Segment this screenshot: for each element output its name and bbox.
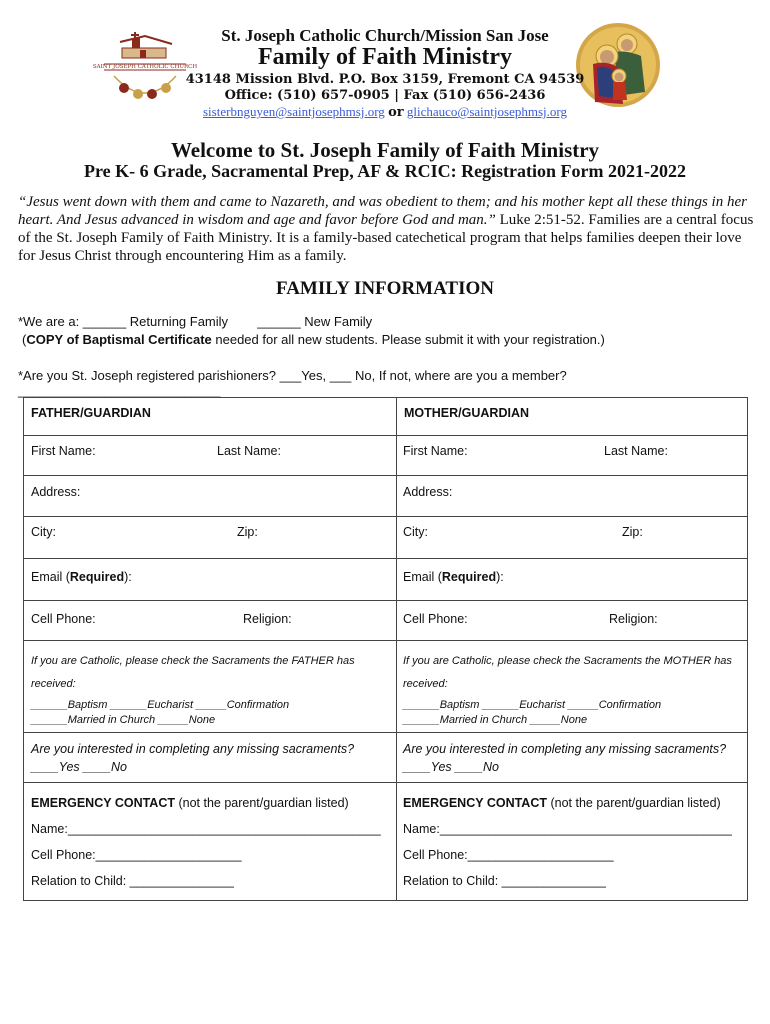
- email-row: [24, 559, 748, 601]
- emergency-row: [24, 783, 748, 901]
- mother-emergency-rest: (not the parent/guardian listed): [547, 796, 721, 810]
- mother-phone-cell[interactable]: [397, 601, 748, 641]
- church-phones: Office: (510) 657-0905 | Fax (510) 656-2436: [224, 88, 546, 103]
- church-address: 43148 Mission Blvd. P.O. Box 3159, Fremont CA 94539: [185, 72, 585, 87]
- name-row: [24, 436, 748, 476]
- mother-name-cell[interactable]: [397, 436, 748, 476]
- father-religion-label: Religion:: [243, 612, 292, 626]
- mother-missing-answer[interactable]: ____Yes ____No: [403, 760, 499, 774]
- missing-sacraments-row: [24, 733, 748, 783]
- address-row: [24, 476, 748, 517]
- email-or: or: [388, 105, 404, 120]
- mother-religion-label: Religion:: [609, 612, 658, 626]
- sacraments-row: [24, 641, 748, 733]
- mother-received-label: received:: [403, 678, 448, 690]
- parishioner-question[interactable]: *Are you St. Joseph registered parishioners? ___Yes, ___ No, If not, where are you a member? ____________________________: [18, 368, 567, 398]
- mother-emergency-heading: [403, 790, 747, 816]
- mother-emergency-cell[interactable]: [397, 783, 748, 901]
- father-missing-cell[interactable]: [24, 733, 397, 783]
- mother-emergency-bold: EMERGENCY CONTACT: [403, 796, 547, 810]
- mother-email-label: [403, 570, 504, 584]
- scripture-quote: “Jesus went down with them and came to Nazareth, and was obedient to them; and his mother kept all these things in her heart. And Jesus advanced in wisdom and age and favor before God and man.”: [18, 194, 747, 228]
- father-first-name-label: First Name:: [31, 444, 96, 458]
- mother-sacrament-options-2[interactable]: ______Married in Church _____None: [403, 714, 588, 726]
- mother-city-label: City:: [403, 525, 428, 539]
- mother-zip-label: Zip:: [622, 525, 643, 539]
- father-received-label: received:: [31, 678, 76, 690]
- father-heading: FATHER/GUARDIAN: [31, 406, 151, 420]
- phone-row: [24, 601, 748, 641]
- guardian-heading-row: [24, 398, 748, 436]
- registration-subheading: Pre K- 6 Grade, Sacramental Prep, AF & RCIC: Registration Form 2021-2022: [83, 161, 687, 181]
- father-city-label: City:: [31, 525, 56, 539]
- ministry-title: Family of Faith Ministry: [258, 44, 512, 70]
- father-phone-cell[interactable]: [24, 601, 397, 641]
- mother-email-required: Required: [441, 570, 497, 584]
- mother-email-cell[interactable]: [397, 559, 748, 601]
- baptismal-certificate-note: [22, 332, 605, 347]
- father-zip-label: Zip:: [237, 525, 258, 539]
- note-rest: needed for all new students. Please submit it with your registration.): [211, 332, 605, 347]
- father-email-cell[interactable]: [24, 559, 397, 601]
- mother-email-post: ):: [496, 570, 504, 584]
- church-name: St. Joseph Catholic Church/Mission San Jose: [221, 26, 549, 45]
- mother-sacrament-options-1[interactable]: ______Baptism ______Eucharist _____Confirmation: [403, 699, 662, 711]
- father-email-post: ):: [124, 570, 132, 584]
- mother-ec-name[interactable]: Name:__________________________________________: [403, 822, 732, 836]
- mother-missing-cell[interactable]: [397, 733, 748, 783]
- mother-heading-cell: [397, 398, 748, 436]
- father-ec-cell[interactable]: Cell Phone:_____________________: [31, 848, 242, 862]
- returning-family-option[interactable]: *We are a: ______ Returning Family: [18, 314, 229, 329]
- father-emergency-cell[interactable]: [24, 783, 397, 901]
- father-sacraments-cell[interactable]: [24, 641, 397, 733]
- mother-last-name-label: Last Name:: [604, 444, 668, 458]
- mother-city-cell[interactable]: [397, 517, 748, 559]
- father-emergency-rest: (not the parent/guardian listed): [175, 796, 349, 810]
- father-city-cell[interactable]: [24, 517, 397, 559]
- father-name-cell[interactable]: [24, 436, 397, 476]
- email-link-2[interactable]: glichauco@saintjosephmsj.org: [406, 104, 567, 119]
- father-missing-question: Are you interested in completing any missing sacraments?: [31, 742, 355, 756]
- family-info-heading: FAMILY INFORMATION: [276, 278, 494, 299]
- family-type-line: [18, 314, 372, 329]
- father-missing-answer[interactable]: ____Yes ____No: [31, 760, 127, 774]
- father-sacraments-question: If you are Catholic, please check the Sacraments the FATHER has: [31, 655, 355, 667]
- scripture-paragraph: [18, 193, 758, 265]
- father-email-pre: Email (: [31, 570, 70, 584]
- mother-cell-label: Cell Phone:: [403, 612, 468, 626]
- note-open-paren: (: [22, 332, 27, 347]
- guardian-form-table: [23, 397, 748, 901]
- father-email-required: Required: [69, 570, 125, 584]
- mother-email-pre: Email (: [403, 570, 442, 584]
- father-email-label: [31, 570, 132, 584]
- paragraph-text: Luke 2:51-52. Families are a central focus of the St. Joseph Family of Faith Ministry. It is a family-based catechetical program that helps families deepen their love for Jesus Christ through encountering Him as a family.: [18, 212, 754, 264]
- city-row: [24, 517, 748, 559]
- copy-certificate-bold: COPY of Baptismal Certificate: [26, 332, 212, 347]
- mother-sacraments-cell[interactable]: [397, 641, 748, 733]
- father-ec-name[interactable]: Name:_____________________________________________: [31, 822, 381, 836]
- mother-sacraments-question: If you are Catholic, please check the Sacraments the MOTHER has: [403, 655, 732, 667]
- father-emergency-heading: [31, 790, 396, 816]
- new-family-option[interactable]: ______ New Family: [257, 314, 373, 329]
- welcome-heading: Welcome to St. Joseph Family of Faith Ministry: [170, 138, 600, 162]
- father-sacrament-options-1[interactable]: ______Baptism ______Eucharist _____Confirmation: [31, 699, 290, 711]
- father-address-label: Address:: [31, 485, 81, 499]
- mother-ec-relation[interactable]: Relation to Child: _______________: [403, 874, 606, 888]
- mother-first-name-label: First Name:: [403, 444, 468, 458]
- father-address-cell[interactable]: [24, 476, 397, 517]
- father-cell-label: Cell Phone:: [31, 612, 96, 626]
- father-ec-relation[interactable]: Relation to Child: _______________: [31, 874, 234, 888]
- email-link-1[interactable]: sisterbnguyen@saintjosephmsj.org: [203, 104, 385, 119]
- father-last-name-label: Last Name:: [217, 444, 281, 458]
- mother-heading: MOTHER/GUARDIAN: [404, 406, 529, 420]
- mother-missing-question: Are you interested in completing any missing sacraments?: [403, 742, 727, 756]
- father-emergency-bold: EMERGENCY CONTACT: [31, 796, 175, 810]
- contact-emails: [0, 104, 770, 120]
- father-heading-cell: [24, 398, 397, 436]
- mother-address-label: Address:: [403, 485, 453, 499]
- mother-address-cell[interactable]: [397, 476, 748, 517]
- father-sacrament-options-2[interactable]: ______Married in Church _____None: [31, 714, 216, 726]
- church-logo-text: SAINT JOSEPH CATHOLIC CHURCH: [92, 64, 198, 70]
- mother-ec-cell[interactable]: Cell Phone:_____________________: [403, 848, 614, 862]
